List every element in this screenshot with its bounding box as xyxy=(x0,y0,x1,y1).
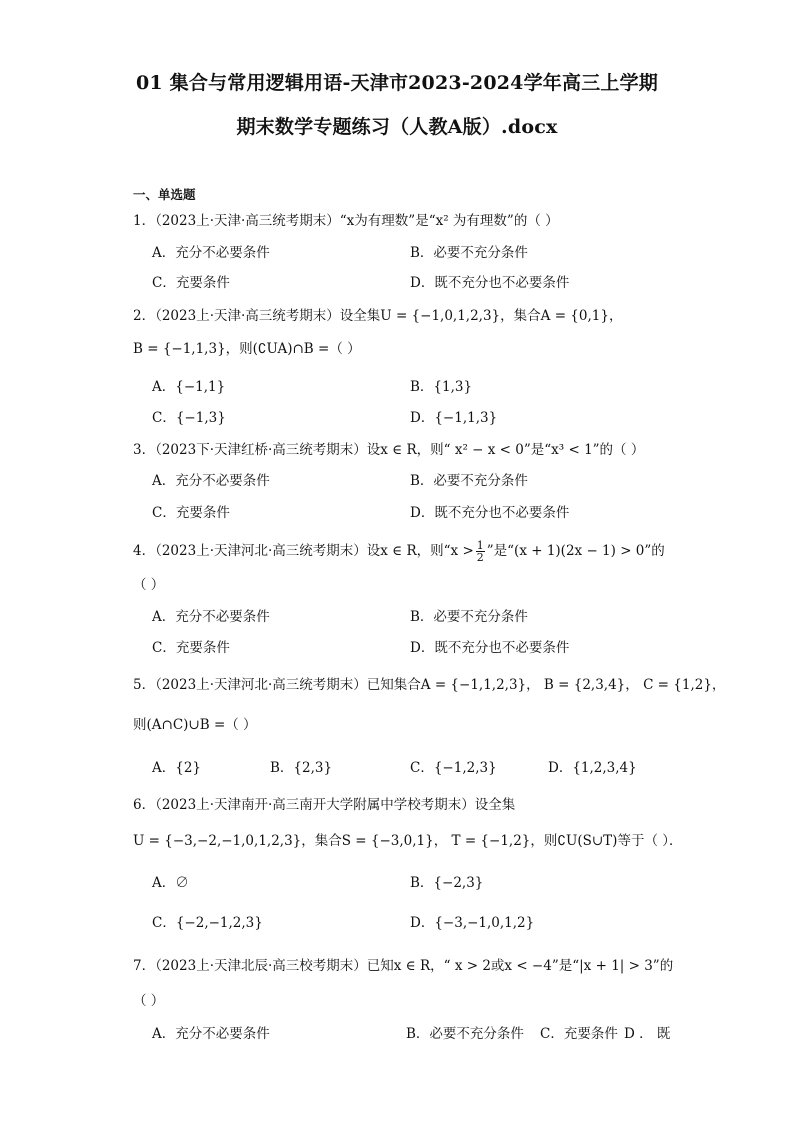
q4-stem-line-1 xyxy=(133,540,665,563)
q4-stem-prefix: 4．（2023上·天津河北·高三统考期末）设x ∈ R，则“x > xyxy=(133,543,474,559)
q4-fraction-denominator: 2 xyxy=(476,551,484,564)
q7-stem-line-1: 7．（2023上·天津北辰·高三校考期末）已知x ∈ R，“ x > 2或x < −4”是“|x + 1| > 3”的 xyxy=(133,958,674,974)
q2-option-d: D．{−1,1,3} xyxy=(410,410,498,426)
q3-option-b: B．必要不充分条件 xyxy=(410,473,528,489)
q7-option-d: D ． 既 xyxy=(624,1026,671,1042)
q6-option-c: C．{−2,−1,2,3} xyxy=(152,915,263,931)
q7-option-a: A．充分不必要条件 xyxy=(152,1026,270,1042)
q5-option-c: C．{−1,2,3} xyxy=(410,760,497,776)
q1-option-b: B．必要不充分条件 xyxy=(410,245,528,261)
q6-stem-line-1: 6．（2023上·天津南开·高三南开大学附属中学校考期末）设全集 xyxy=(133,797,516,813)
q4-option-d: D．既不充分也不必要条件 xyxy=(410,640,570,656)
q3-option-a: A．充分不必要条件 xyxy=(152,473,270,489)
q4-stem-line-2: （ ） xyxy=(133,577,165,593)
q5-option-b: B．{2,3} xyxy=(270,760,333,776)
q4-option-b: B．必要不充分条件 xyxy=(410,609,528,625)
q4-fraction xyxy=(476,540,485,563)
q4-stem-suffix: ”是“(x + 1)(2x − 1) > 0”的 xyxy=(486,543,665,559)
q3-stem: 3．（2023下·天津红桥·高三统考期末）设x ∈ R，则“ x² − x < 0”是“x³ < 1”的（ ） xyxy=(133,442,645,458)
q6-option-a: A．∅ xyxy=(152,875,189,891)
q6-option-b: B．{−2,3} xyxy=(410,875,484,891)
q1-option-d: D．既不充分也不必要条件 xyxy=(410,275,570,291)
q4-option-a: A．充分不必要条件 xyxy=(152,609,270,625)
q7-stem-line-2: （ ） xyxy=(133,993,165,1009)
q2-stem-line-1: 2．（2023上·天津·高三统考期末）设全集U = {−1,0,1,2,3}，集合A = {0,1}， xyxy=(133,308,623,324)
document-title-line-1: 01 集合与常用逻辑用语-天津市2023-2024学年高三上学期 xyxy=(136,72,658,94)
q2-option-b: B．{1,3} xyxy=(410,379,473,395)
q5-stem-line-2: 则(A∩C)∪B =（ ） xyxy=(133,717,257,733)
q2-option-c: C．{−1,3} xyxy=(152,410,226,426)
document-title-line-2: 期末数学专题练习（人教A版）.docx xyxy=(236,116,558,138)
q6-option-d: D．{−3,−1,0,1,2} xyxy=(410,915,535,931)
q5-option-d: D．{1,2,3,4} xyxy=(548,760,637,776)
q3-option-c: C．充要条件 xyxy=(152,505,230,521)
q7-option-c: C．充要条件 xyxy=(540,1026,618,1042)
q1-option-a: A．充分不必要条件 xyxy=(152,245,270,261)
q5-stem-line-1: 5．（2023上·天津河北·高三统考期末）已知集合A = {−1,1,2,3}， B = {2,3,4}， C = {1,2}， xyxy=(133,677,726,693)
q4-fraction-numerator: 1 xyxy=(476,539,484,552)
q7-option-b: B．必要不充分条件 xyxy=(406,1026,524,1042)
q5-option-a: A．{2} xyxy=(152,760,202,776)
q3-option-d: D．既不充分也不必要条件 xyxy=(410,505,570,521)
q4-option-c: C．充要条件 xyxy=(152,640,230,656)
q6-stem-line-2: U = {−3,−2,−1,0,1,2,3}，集合S = {−3,0,1}， T = {−1,2}，则∁U(S∪T)等于（ ）． xyxy=(133,833,683,849)
q1-stem: 1．（2023上·天津·高三统考期末）“x为有理数”是“x² 为有理数”的（ ） xyxy=(133,213,559,229)
section-heading: 一、单选题 xyxy=(133,187,196,202)
q2-option-a: A．{−1,1} xyxy=(152,379,226,395)
q1-option-c: C．充要条件 xyxy=(152,275,230,291)
q2-stem-line-2: B = {−1,1,3}，则(∁UA)∩B =（ ） xyxy=(133,341,361,357)
